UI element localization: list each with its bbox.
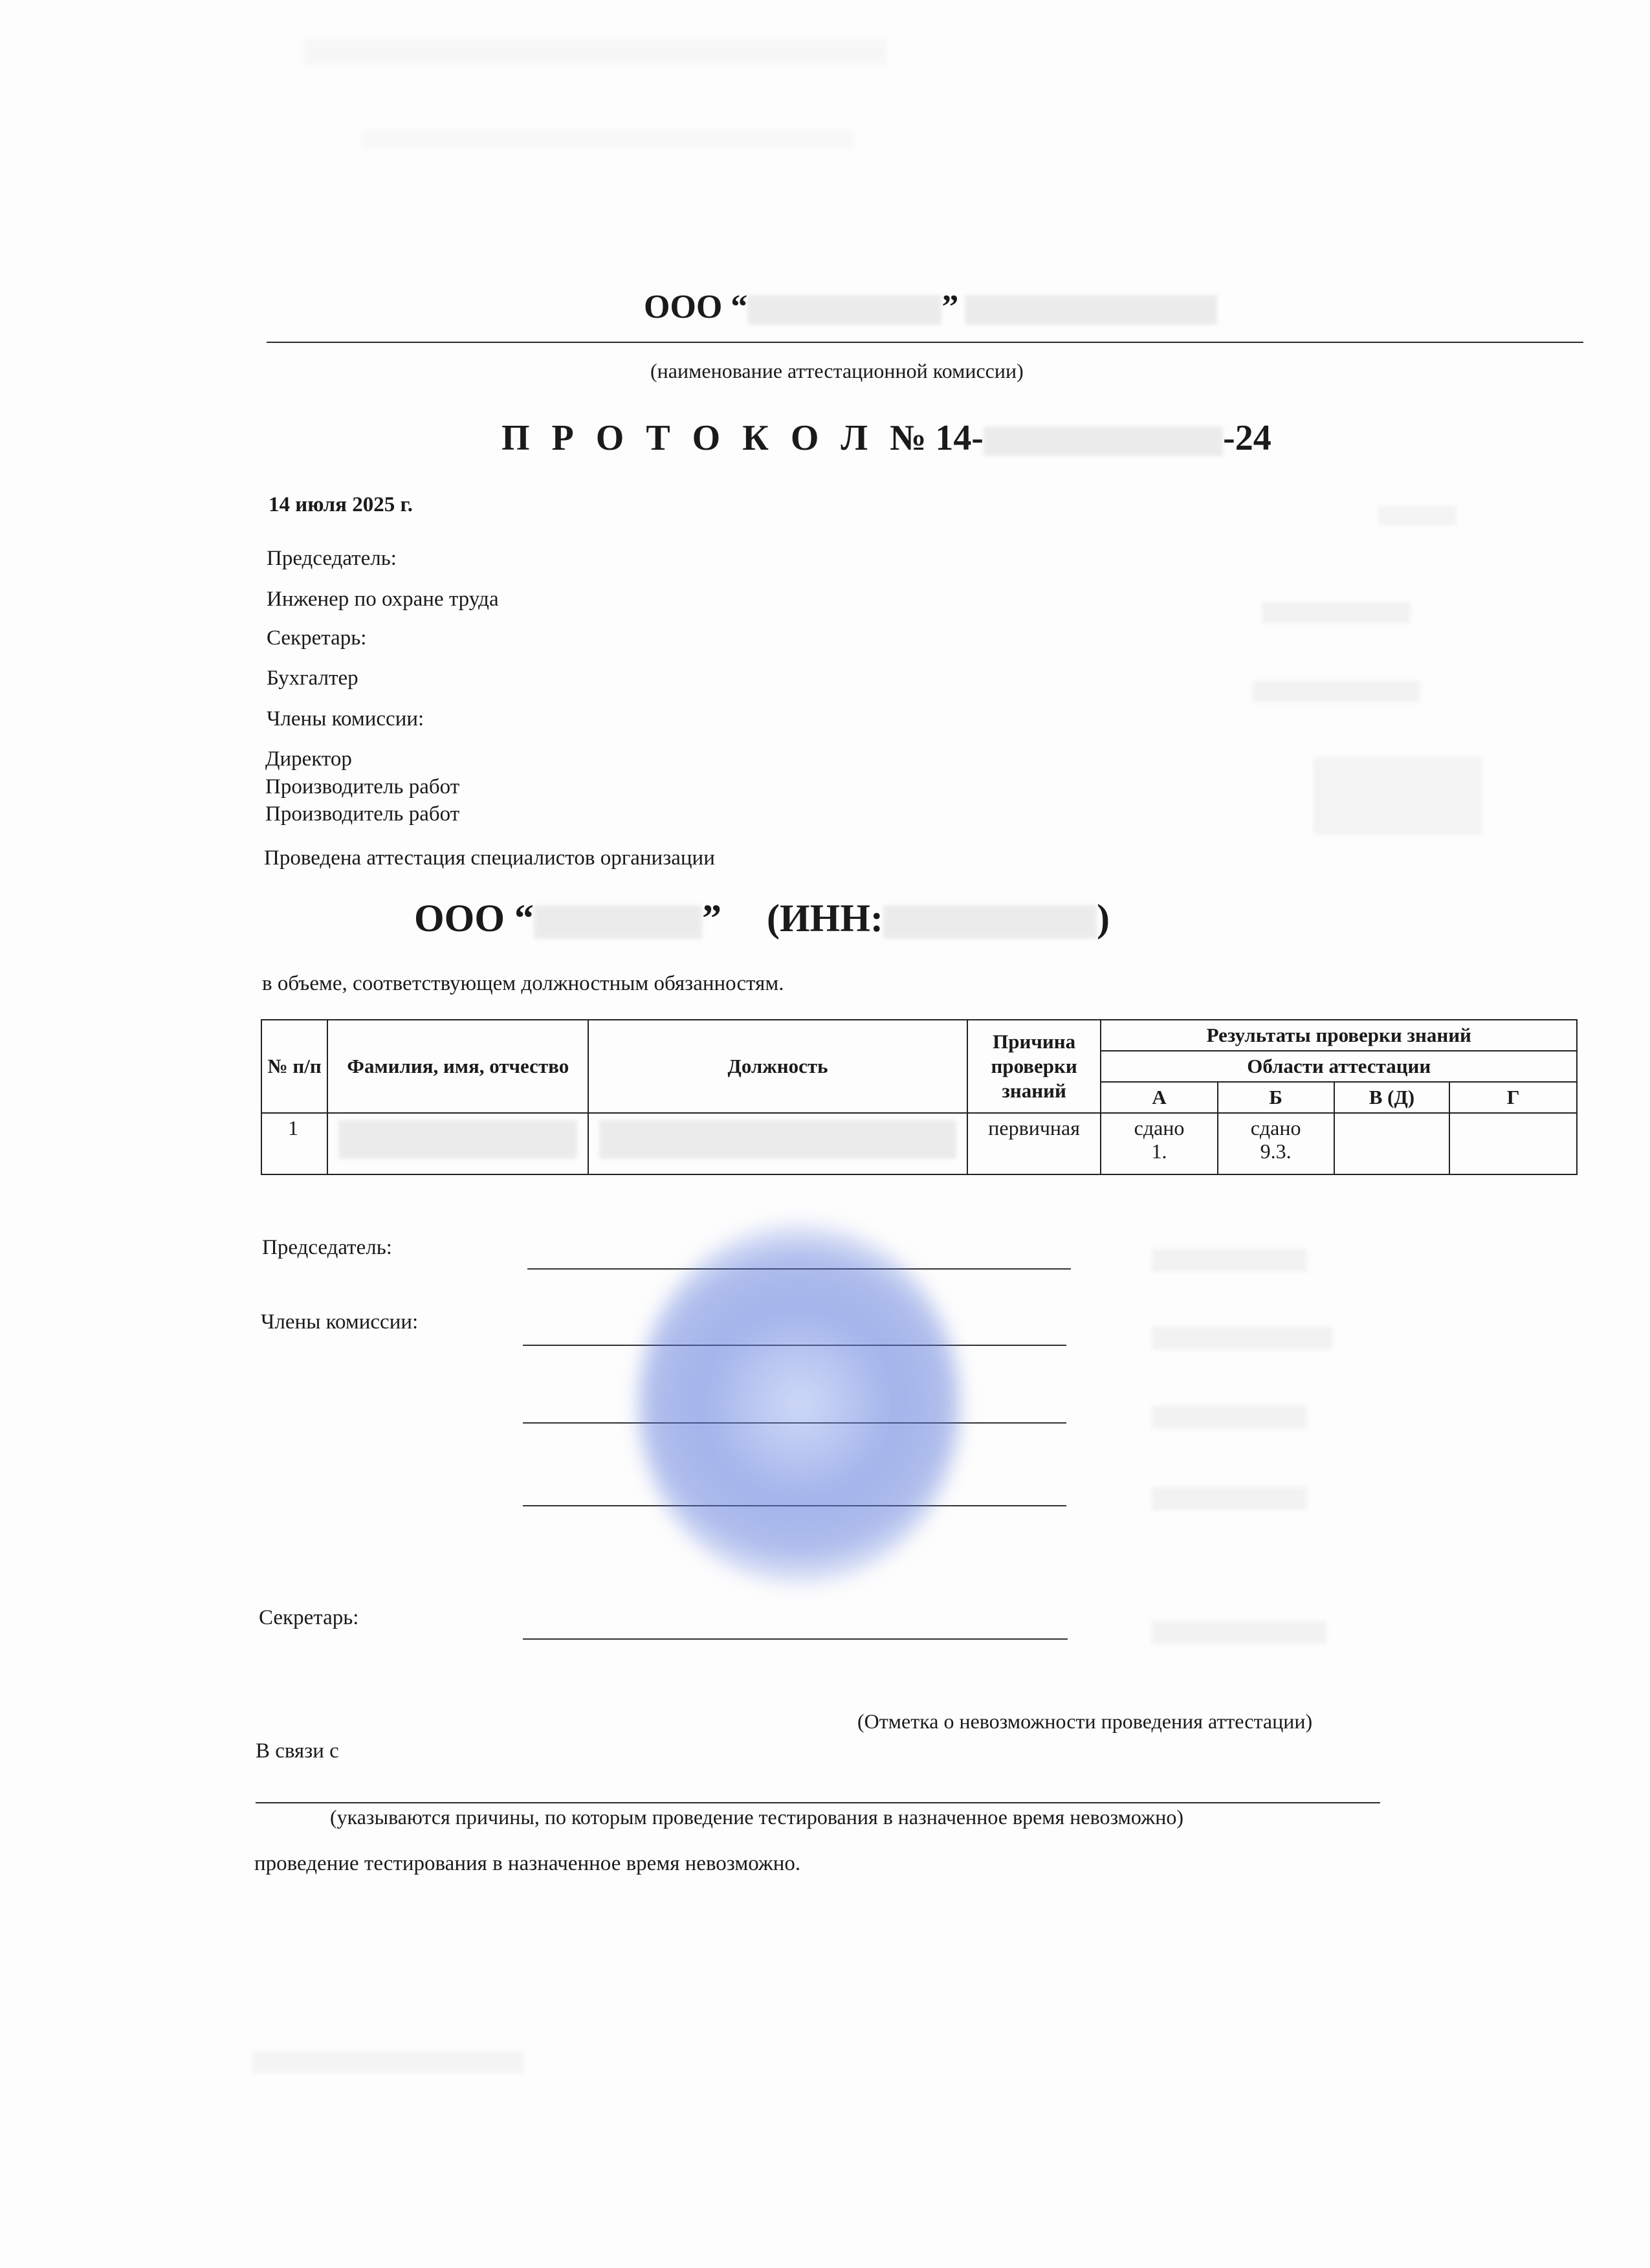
redacted-sign-secretary (1152, 1621, 1326, 1644)
row-a-item: 1. (1151, 1140, 1167, 1163)
redacted-secretary-name (1252, 681, 1420, 703)
protocol-word: П Р О Т О К О Л (501, 418, 875, 458)
member-2-position: Производитель работ (265, 775, 460, 798)
org-prefix: ООО “ (644, 289, 748, 325)
redacted-sign-member-3 (1152, 1487, 1307, 1510)
header-reason: Причина проверки знаний (967, 1020, 1101, 1113)
impossibility-due-to: В связи с (256, 1739, 339, 1763)
attestation-intro: Проведена аттестация специалистов организации (264, 846, 715, 870)
impossibility-reason-line (256, 1802, 1380, 1803)
members-label: Члены комиссии: (267, 707, 424, 731)
bleed-through-mark (304, 39, 886, 65)
protocol-date: 14 июля 2025 г. (269, 493, 413, 516)
organization-name (414, 896, 1110, 941)
redacted-inn (883, 905, 1097, 939)
bleed-through-mark (362, 129, 854, 149)
impossibility-statement: проведение тестирования в назначенное время невозможно. (254, 1852, 801, 1875)
organization-prefix: ООО “ (414, 897, 534, 940)
member-3-position: Производитель работ (265, 802, 460, 826)
commission-underline (267, 342, 1583, 343)
header-results: Результаты проверки знаний (1101, 1020, 1577, 1051)
protocol-number-suffix: -24 (1223, 418, 1271, 458)
row-area-g (1449, 1113, 1577, 1174)
header-area-g: Г (1449, 1082, 1577, 1113)
commission-caption: (наименование аттестационной комиссии) (650, 359, 1024, 382)
redacted-org-name (747, 295, 941, 325)
sign-secretary-label: Секретарь: (259, 1606, 359, 1629)
redacted-person-position (599, 1120, 956, 1159)
sign-members-label: Члены комиссии: (261, 1310, 419, 1334)
redacted-sign-member-1 (1152, 1327, 1333, 1350)
header-num: № п/п (261, 1020, 327, 1113)
row-name (327, 1113, 588, 1174)
redacted-protocol-number (984, 426, 1223, 456)
secretary-label: Секретарь: (267, 626, 367, 650)
redacted-organization (534, 905, 702, 939)
header-area-b: Б (1218, 1082, 1334, 1113)
impossibility-caption: (Отметка о невозможности проведения аттестации) (857, 1710, 1313, 1733)
header-area-v: В (Д) (1334, 1082, 1450, 1113)
inn-label: (ИНН: (767, 897, 883, 940)
organization-stamp (637, 1223, 961, 1585)
redacted-sign-member-2 (1152, 1405, 1307, 1429)
header-name: Фамилия, имя, отчество (327, 1020, 588, 1113)
row-area-a (1101, 1113, 1217, 1174)
sign-secretary-line (523, 1638, 1068, 1640)
redacted-member-names (1314, 757, 1482, 835)
chairman-position: Инженер по охране труда (267, 588, 499, 611)
redacted-sign-chairman (1152, 1249, 1307, 1272)
commission-org-name (644, 288, 1217, 326)
redacted-person-name (338, 1120, 577, 1159)
footer-mark (252, 2051, 524, 2073)
row-num: 1 (261, 1113, 327, 1174)
row-area-v (1334, 1113, 1450, 1174)
table-row (261, 1113, 1577, 1174)
row-area-b (1218, 1113, 1334, 1174)
org-suffix: ” (941, 289, 959, 325)
protocol-title (501, 417, 1271, 459)
impossibility-reasons-caption: (указываются причины, по которым проведение тестирования в назначенное время невозможно) (330, 1805, 1183, 1829)
row-a-status: сдано (1134, 1116, 1185, 1140)
header-position: Должность (588, 1020, 967, 1113)
inn-close: ) (1097, 897, 1110, 940)
header-area-a: А (1101, 1082, 1217, 1113)
chairman-label: Председатель: (267, 547, 397, 570)
secretary-position: Бухгалтер (267, 666, 358, 690)
redacted-org-detail (965, 295, 1217, 325)
results-table (261, 1019, 1578, 1175)
scope-text: в объеме, соответствующем должностным обязанностям. (262, 972, 784, 995)
sign-chairman-label: Председатель: (262, 1236, 392, 1259)
protocol-number-prefix: № 14- (890, 418, 984, 458)
header-areas: Области аттестации (1101, 1051, 1577, 1082)
member-1-position: Директор (265, 747, 352, 771)
row-position (588, 1113, 967, 1174)
redacted-right-margin (1378, 506, 1456, 525)
row-b-status: сдано (1250, 1116, 1301, 1140)
row-b-item: 9.3. (1260, 1140, 1292, 1163)
row-reason: первичная (967, 1113, 1101, 1174)
redacted-chairman-name (1262, 602, 1411, 624)
table-header-row (261, 1020, 1577, 1051)
organization-suffix: ” (702, 897, 722, 940)
